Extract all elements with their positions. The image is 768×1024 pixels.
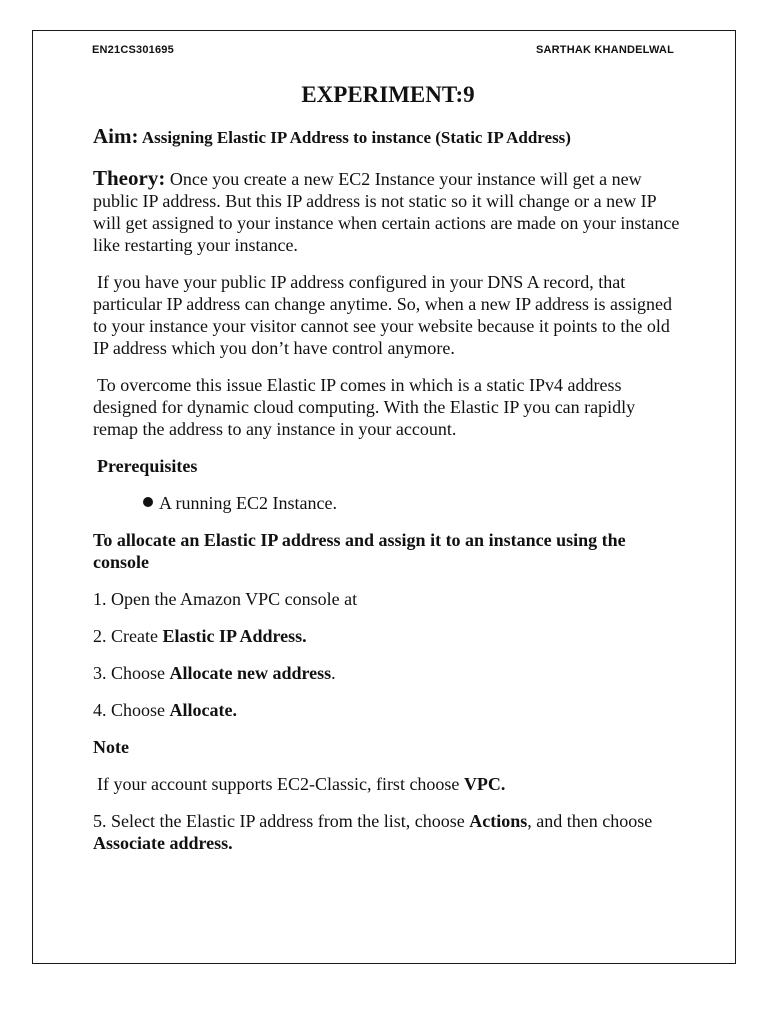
step-2-bold: Elastic IP Address.	[162, 626, 307, 646]
step-5-prefix: 5. Select the Elastic IP address from the list, choose	[93, 811, 470, 831]
step-3-prefix: 3. Choose	[93, 663, 170, 683]
prerequisites-heading: Prerequisites	[97, 456, 198, 476]
page-title: EXPERIMENT:9	[301, 82, 475, 107]
aim-text: Assigning Elastic IP Address to instance (Static IP Address)	[141, 128, 571, 147]
step-5-bold-associate: Associate address.	[93, 833, 233, 853]
step-5-middle: , and then choose	[527, 811, 653, 831]
step-5	[93, 810, 683, 854]
header-student-name: SARTHAK KHANDELWAL	[535, 44, 674, 56]
note-text	[93, 773, 683, 795]
allocate-heading: To allocate an Elastic IP address and assign it to an instance using the console	[93, 530, 626, 572]
note-prefix: If your account supports EC2-Classic, first choose	[97, 774, 464, 794]
paragraph-elastic-ip: To overcome this issue Elastic IP comes in which is a static IPv4 address designed for dynamic cloud computing. With the Elastic IP you can rapidly remap the address to any instance in your account.	[93, 375, 636, 439]
step-3-bold: Allocate new address	[169, 663, 332, 683]
step-4-bold: Allocate.	[169, 700, 237, 720]
document-body	[93, 82, 683, 869]
step-4	[93, 699, 683, 721]
step-1: 1. Open the Amazon VPC console at	[93, 589, 358, 609]
step-3-suffix: .	[331, 663, 336, 683]
prerequisite-item	[143, 492, 683, 514]
theory-label: Theory:	[93, 166, 166, 190]
note-bold: VPC.	[463, 774, 506, 794]
step-2	[93, 625, 683, 647]
aim-line	[93, 124, 683, 149]
paragraph-dns: If you have your public IP address configured in your DNS A record, that particular IP address can change anytime. So, when a new IP address is assigned to your instance your visitor cannot see your website because it points to the old IP address which you don’t have control anymore.	[93, 272, 672, 358]
step-4-prefix: 4. Choose	[93, 700, 170, 720]
theory-paragraph	[93, 167, 683, 256]
step-2-prefix: 2. Create	[93, 626, 163, 646]
step-3	[93, 662, 683, 684]
step-5-bold-actions: Actions	[469, 811, 528, 831]
note-heading: Note	[93, 737, 129, 757]
header-enrollment-id: EN21CS301695	[92, 44, 174, 56]
prerequisite-item-text: A running EC2 Instance.	[159, 493, 337, 513]
aim-label: Aim:	[93, 124, 139, 148]
bullet-icon	[143, 497, 153, 507]
theory-text: Once you create a new EC2 Instance your instance will get a new public IP address. But this IP address is not static so it will change or a new IP will get assigned to your instance when certain actions are made on your instance like restarting your instance.	[93, 169, 680, 255]
